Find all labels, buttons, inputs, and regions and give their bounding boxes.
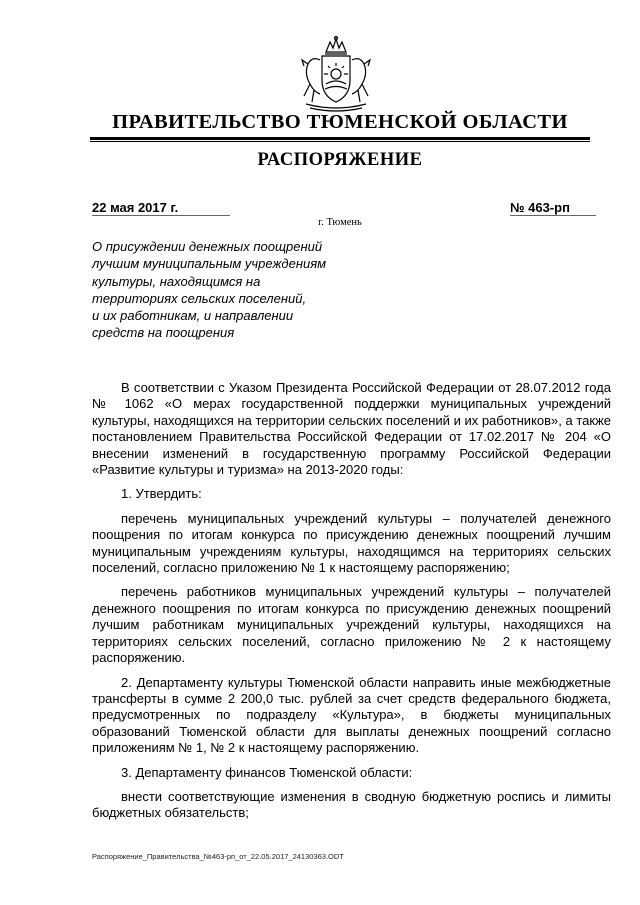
number-underline xyxy=(510,215,596,216)
file-name-footer: Распоряжение_Правительства_№463-рп_от_22.05.2017_24130363.ODT xyxy=(92,852,344,861)
subject-line: и их работникам, и направлении xyxy=(92,308,294,324)
title-rule-thin xyxy=(90,141,590,142)
subject-line: культуры, находящимся на xyxy=(92,273,261,289)
body-paragraph: 3. Департаменту финансов Тюменской области: xyxy=(121,764,413,780)
body-paragraph: внести соответствующие изменения в сводную бюджетную роспись и лимиты бюджетных обязательств; xyxy=(92,788,611,821)
government-title: ПРАВИТЕЛЬСТВО ТЮМЕНСКОЙ ОБЛАСТИ xyxy=(112,111,568,133)
document-city: г. Тюмень xyxy=(318,217,362,228)
document-body xyxy=(92,380,611,822)
tyumen-oblast-coat-of-arms-icon xyxy=(290,34,382,114)
body-paragraph: 2. Департаменту культуры Тюменской области направить иные межбюджетные трансферты в сумме 2 200,0 тыс. рублей за счет средств федерального бюджета, предусмотренных по подразделу «Культура», в бюджеты муниципальных образований Тюменской области для выплаты денежных поощрений согласно приложениям № 1, № 2 к настоящему распоряжению. xyxy=(92,674,611,756)
document-number: № 463-рп xyxy=(510,200,570,215)
subject-line: территориях сельских поселений, xyxy=(92,290,307,306)
body-paragraph: перечень муниципальных учреждений культуры – получателей денежного поощрения по итогам конкурса по присуждению денежных поощрений лучшим муниципальным учреждениям культуры, находящимся на территориях сельских поселений, согласно приложению № 1 к настоящему распоряжению; xyxy=(92,510,611,576)
subject-line: средств на поощрения xyxy=(92,325,235,341)
subject-line: лучшим муниципальным учреждениям xyxy=(92,256,327,272)
title-rule-thick xyxy=(90,137,590,140)
document-date: 22 мая 2017 г. xyxy=(92,200,179,215)
body-paragraph: 1. Утвердить: xyxy=(121,486,202,502)
body-paragraph: перечень работников муниципальных учреждений культуры – получателей денежного поощрения по итогам конкурса по присуждению денежных поощрений лучшим работникам муниципальных учреждений культуры, находящихся на территориях сельских поселений, согласно приложению № 2 к настоящему распоряжению. xyxy=(92,584,611,666)
date-underline xyxy=(92,215,230,216)
document-subject xyxy=(92,238,392,342)
document-type: РАСПОРЯЖЕНИЕ xyxy=(257,150,423,170)
subject-line: О присуждении денежных поощрений xyxy=(92,239,323,254)
body-paragraph: В соответствии с Указом Президента Российской Федерации от 28.07.2012 года № 1062 «О мерах государственной поддержки муниципальных учреждений культуры, находящихся на территории сельских поселений и их работников», а также постановлением Правительства Российской Федерации от 17.02.2017 № 204 «О внесении изменений в государственную программу Российской Федерации «Развитие культуры и туризма» на 2013-2020 годы: xyxy=(92,380,611,478)
